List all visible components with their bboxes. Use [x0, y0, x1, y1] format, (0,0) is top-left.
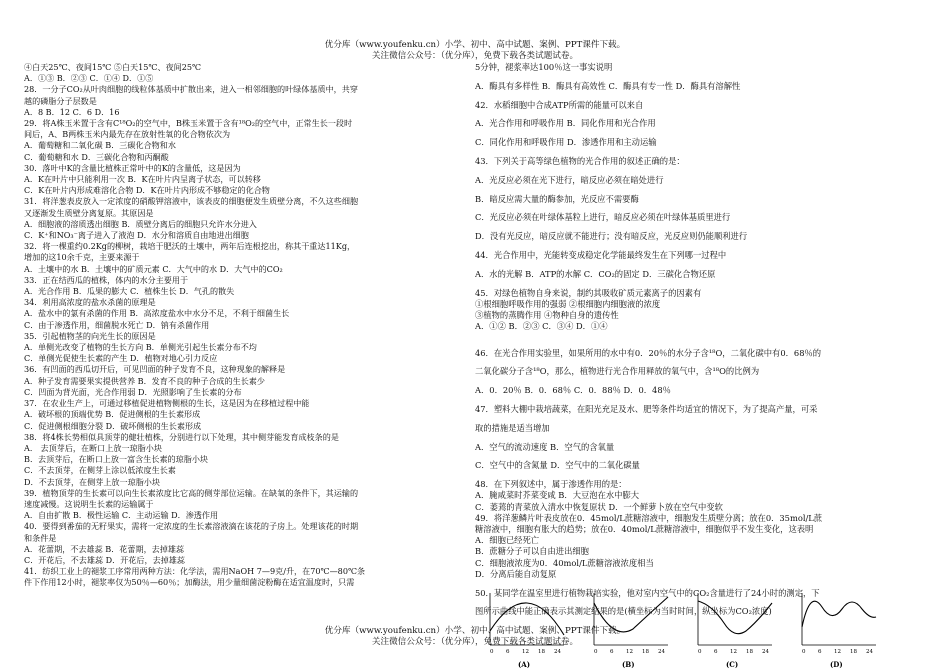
- tick-label: 6: [818, 649, 822, 655]
- question-line: A．种子发育需要果实提供营养 B．发育不良的种子合成的生长素少: [24, 375, 265, 386]
- question-line: A．破坏根的顶端优势 B．促进侧根的生长素形成: [24, 409, 201, 420]
- question-line: C．同化作用和呼吸作用 D．渗透作用和主动运输: [475, 137, 657, 148]
- question-line: 和条件是: [24, 532, 57, 543]
- question-line: 31．将洋葱表皮放入一定浓度的硝酸钾溶液中，该表皮的细胞便发生质壁分离，不久这些细胞: [24, 196, 359, 207]
- tick-label: 24: [554, 649, 561, 655]
- tick-label: 12: [626, 649, 633, 655]
- tick-label: 24: [866, 649, 873, 655]
- tick-label: 6: [506, 649, 510, 655]
- question-line: ④白天25℃、夜间15℃ ⑤白天15℃、夜间25℃: [24, 62, 202, 72]
- question-line: 图所示曲线中能正确表示其测定结果的是(横坐标为当时时间，纵坐标为CO₂浓度): [475, 606, 772, 617]
- page-header: [0, 40, 950, 62]
- question-line: 二氧化碳分子含¹⁸O，那么，植物进行光合作用释放的氧气中，含¹⁸O的比例为: [475, 366, 760, 377]
- tick-label: 0: [802, 649, 806, 655]
- header-line-1: 优分库（www.youfenku.cn）小学、初中、高中试题、案例、PPT课件下载。: [324, 40, 626, 50]
- question-line: 29．将A株玉米置于含有C¹⁸O₂的空气中，B株玉米置于含有¹⁸O₂的空气中，正常生长一段时: [24, 118, 353, 129]
- question-line: 49．将洋葱鳞片叶表皮放在0．45mol/L蔗糖溶液中，细胞发生质壁分离；放在0．35mol/L蔗: [475, 512, 823, 523]
- question-line: A．①② B．②③ C．③④ D．①④: [475, 321, 608, 332]
- question-line: D．没有光反应，暗反应就不能进行；没有暗反应，光反应则仍能顺利进行: [475, 231, 748, 242]
- question-line: 34．利用高浓度的盐水杀菌的原理是: [24, 297, 156, 308]
- question-line: 32．将一棵重约0.2Kg的柳树，栽培于肥沃的土壤中，两年后连根挖出，称其干重达11Kg，: [24, 241, 356, 252]
- question-line: 48．在下列叙述中，属于渗透作用的是：: [475, 479, 627, 490]
- tick-label: 0: [594, 649, 598, 655]
- question-line: D．不去顶芽，在侧芽上放一琼脂小块: [24, 476, 160, 487]
- question-line: C．促进侧根细胞分裂 D．破坏侧根的生长素形成: [24, 420, 202, 431]
- left-column: [24, 62, 456, 589]
- question-line: C．凹面为背光面，光合作用弱 D．光照影响了生长素的分布: [24, 386, 242, 397]
- question-line: 速度减慢。这说明生长素的运输属于: [24, 498, 154, 509]
- question-line: 38．将4株长势相似具顶芽的健壮植株，分别进行以下处理，其中侧芽能发育成枝条的是: [24, 431, 339, 442]
- question-line: A．水的光解 B．ATP的水解 C．CO₂的固定 D．三碳化合物还原: [475, 268, 716, 279]
- question-line: B．蔗糖分子可以自由进出细胞: [475, 546, 589, 557]
- question-line: 取的措施是适当增加: [475, 422, 550, 433]
- question-line: 件下作用12小时，褪浆率仅为50％—60％；加酶法，用少量细菌淀粉酶在适宜温度时，只需: [24, 577, 355, 588]
- question-line: 46．在光合作用实验里，如果所用的水中有0．20％的水分子含¹⁸O，二氧化碳中有0．68％的: [475, 347, 822, 358]
- question-line: A．盐水中的氯有杀菌的作用 B．高浓度盐水中水分不足，不利于细菌生长: [24, 308, 290, 319]
- question-line: A．空气的流动速度 B．空气的含氧量: [475, 441, 615, 452]
- question-line: C．光反应必须在叶绿体基粒上进行，暗反应必须在叶绿体基质里进行: [475, 212, 731, 223]
- question-line: 增加的这10余千克，主要来源于: [24, 252, 140, 263]
- question-line: 5分钟，褪浆率达100％这一事实说明: [475, 62, 613, 72]
- tick-label: 12: [522, 649, 529, 655]
- question-line: A．花蕾期，不去雄蕊 B．花蕾期，去掉雄蕊: [24, 543, 185, 554]
- question-line: 36．有凹面的西瓜切开后，可见凹面的种子发育不良，这种现象的解释是: [24, 364, 286, 375]
- question-line: A．K在叶片中只能利用一次 B．K在叶片内呈离子状态，可以转移: [24, 174, 261, 185]
- question-line: 47．塑料大棚中栽培蔬菜，在阳光充足及水、肥等条件均适宜的情况下，为了提高产量，可采: [475, 403, 818, 414]
- question-line: 43．下列关于高等绿色植物的光合作用的叙述正确的是：: [475, 155, 685, 166]
- question-line: C．K⁺和NO₃⁻离子进入了液泡 D．水分和溶质自由地进出细胞: [24, 230, 249, 241]
- question-line: 越的磷脂分子层数是: [24, 95, 97, 106]
- question-line: A．细胞液的溶质透出细胞 B．质壁分离后的细胞只允许水分进入: [24, 218, 257, 229]
- question-line: C．开花后，不去雄蕊 D．开花后，去掉雄蕊: [24, 554, 185, 565]
- question-line: A．葡萄糖和二氧化碳 B．三碳化合物和水: [24, 140, 176, 151]
- question-line: B．去顶芽后，在断口上放一富含生长素的琼脂小块: [24, 454, 209, 465]
- tick-label: 18: [746, 649, 753, 655]
- tick-label: 24: [658, 649, 665, 655]
- question-line: 33．正在结西瓜的植株，体内的水分主要用于: [24, 274, 189, 285]
- header-line-2: 关注微信公众号：（优分库），免费下载各类试题试卷。: [371, 51, 579, 61]
- question-line: A．细胞已经死亡: [475, 535, 540, 546]
- question-line: 45．对绿色植物自身来说，制约其吸收矿质元素离子的因素有: [475, 287, 702, 298]
- question-line: C．萎蔫的青菜放入清水中恢复原状 D．一个鲜萝卜放在空气中变软: [475, 501, 723, 512]
- question-line: 40．要得到番茄的无籽果实，需将一定浓度的生长素溶液滴在该花的子房上。处理该花的时期: [24, 521, 359, 532]
- tick-label: 6: [714, 649, 718, 655]
- tick-label: 0: [490, 649, 494, 655]
- question-line: A．土壤中的水 B．土壤中的矿质元素 C．大气中的水 D．大气中的CO₂: [24, 263, 283, 274]
- question-line: 30．落叶中K的含量比植株正常叶中的K的含量低，这是因为: [24, 162, 241, 173]
- question-line: C．单侧光促使生长素的产生 D．植物对地心引力反应: [24, 353, 218, 364]
- curve-d: [802, 601, 876, 627]
- question-line: C．空气中的含氮量 D．空气中的二氧化碳量: [475, 460, 640, 471]
- question-line: 又逐渐发生质壁分离复原。其原因是: [24, 207, 154, 218]
- footer-line-1: 优分库（www.youfenku.cn）小学、初中、高中试题、案例、PPT课件下载。: [324, 626, 626, 636]
- chart-label: (D): [830, 660, 843, 669]
- chart-label: (A): [518, 660, 531, 669]
- chart-label: (B): [622, 660, 635, 669]
- question-line: A．单侧光改变了植物的生长方向 B．单侧光引起生长素分布不均: [24, 342, 257, 353]
- question-line: ①根细胞呼吸作用的强弱 ②根细胞内细胞液的浓度: [475, 298, 661, 309]
- question-line: A．①③ B．②③ C．①④ D．①⑤: [24, 73, 154, 84]
- question-line: D．分离后能自动复原: [475, 568, 557, 579]
- question-line: 28．一分子CO₂从叶肉细胞的线粒体基质中扩散出来，进入一相邻细胞的叶绿体基质中，共穿: [24, 84, 358, 95]
- question-line: 41．纺织工业上的褪浆工序常用两种方法：化学法，需用NaOH 7—9克/升，在70℃—80℃条: [24, 566, 366, 577]
- chart-label: (C): [726, 660, 739, 669]
- tick-label: 24: [762, 649, 769, 655]
- question-line: A．自由扩散 B．极性运输 C．主动运输 D．渗透作用: [24, 510, 219, 521]
- question-line: C．不去顶芽，在侧芽上涂以低浓度生长素: [24, 465, 176, 476]
- question-line: 间后，A、B两株玉米内最先存在放射性氧的化合物依次为: [24, 129, 231, 140]
- question-line: C．K在叶片内形成难溶化合物 D．K在叶片内形成不够稳定的化合物: [24, 185, 270, 196]
- tick-label: 18: [642, 649, 649, 655]
- question-line: 44．光合作用中，光能转变成稳定化学能最终发生在下列哪一过程中: [475, 249, 727, 260]
- question-line: A．酶具有多样性 B．酶具有高效性 C．酶具有专一性 D．酶具有溶解性: [475, 80, 741, 91]
- question-line: 糖溶液中，细胞有胀大的趋势；放在0．40mol/L蔗糖溶液中，细胞似乎不发生变化，这表明: [475, 523, 814, 534]
- tick-label: 0: [698, 649, 702, 655]
- tick-label: 12: [834, 649, 841, 655]
- footer-line-2: 关注微信公众号：（优分库），免费下载各类试题试卷。: [371, 637, 579, 647]
- tick-label: 6: [610, 649, 614, 655]
- tick-label: 12: [730, 649, 737, 655]
- question-line: A．光合作用 B．瓜果的膨大 C．植株生长 D．气孔的散失: [24, 286, 235, 297]
- right-column: [475, 62, 930, 618]
- question-line: 35．引起植物茎的向光生长的原因是: [24, 330, 156, 341]
- question-line: B．暗反应需大量的酶参加，光反应不需要酶: [475, 193, 639, 204]
- question-line: ③植物的蒸腾作用 ④物种自身的遗传性: [475, 309, 619, 320]
- question-line: A．光合作用和呼吸作用 B．同化作用和光合作用: [475, 118, 656, 129]
- question-line: 42．水稻细胞中合成ATP所需的能量可以来自: [475, 99, 644, 110]
- question-line: C．由于渗透作用，细菌脱水死亡 D．钠有杀菌作用: [24, 319, 210, 330]
- question-line: A．8 B．12 C．6 D．16: [24, 106, 120, 117]
- question-line: 39．植物顶芽的生长素可以向生长素浓度比它高的侧芽部位运输。在缺氧的条件下，其运输的: [24, 487, 359, 498]
- question-line: A．0．20％ B．0．68％ C．0．88％ D．0．48％: [475, 385, 671, 396]
- question-line: A． 去顶芽后，在断口上放一琼脂小块: [24, 442, 162, 453]
- question-line: A．光反应必须在光下进行，暗反应必须在暗处进行: [475, 174, 664, 185]
- question-line: C．细胞液浓度为0．40mol/L蔗糖溶液浓度相当: [475, 557, 654, 568]
- question-line: 50．某同学在温室里进行植物栽培实验，他对室内空气中的CO₂含量进行了24小时的测定，下: [475, 587, 820, 598]
- question-line: 37．在农业生产上，可通过移植促进植物侧根的生长，这是因为在移植过程中能: [24, 398, 310, 409]
- question-line: C．葡萄糖和水 D．三碳化合物和丙酮酸: [24, 151, 169, 162]
- tick-label: 18: [850, 649, 857, 655]
- question-line: A．腌咸菜时芥菜变咸 B．大豆泡在水中膨大: [475, 490, 640, 501]
- tick-label: 18: [538, 649, 545, 655]
- page-footer: [0, 626, 950, 648]
